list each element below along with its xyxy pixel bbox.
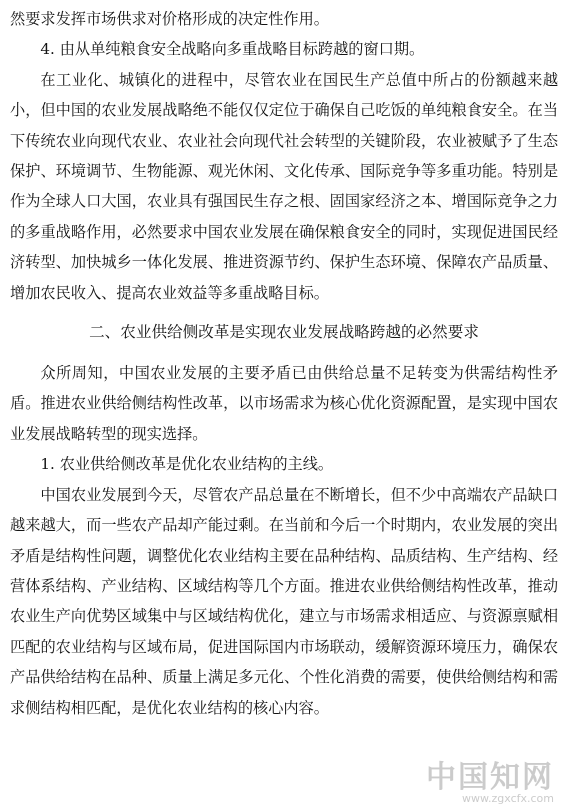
watermark: [426, 760, 554, 805]
subheading-1: 1. 农业供给侧改革是优化农业结构的主线。: [40, 455, 334, 474]
watermark-url: www.zgxcfx.com: [462, 792, 554, 805]
paragraph-structure: 中国农业发展到今天，尽管农产品总量在不断增长，但不少中高端农产品缺口越来越大，而一些农产品却产能过剩。在当前和今后一个时期内，农业发展的突出矛盾是结构性问题，调整优化农业结构主要在品种结构、品质结构、生产结构、经营体系结构、产业结构、区域结构等几个方面。推进农业供给侧结构性改革，推动农业生产向优势区域集中与区域结构优化，建立与市场需求相适应、与资源禀赋相匹配的农业结构与区域布局，促进国际国内市场联动，缓解资源环境压力，确保农产品供给结构在品种、质量上满足多元化、个性化消费的需要，使供给侧结构和需求侧结构相匹配，是优化农业结构的核心内容。: [10, 485, 558, 717]
paragraph-supply-demand: 众所周知，中国农业发展的主要矛盾已由供给总量不足转变为供需结构性矛盾。推进农业供给侧结构性改革，以市场需求为核心优化资源配置，是实现中国农业发展战略转型的现实选择。: [10, 364, 558, 443]
watermark-logo: 中国知网: [426, 760, 554, 795]
paragraph-continuation: 然要求发挥市场供求对价格形成的决定性作用。: [10, 10, 329, 28]
paragraph-multi-goal: 在工业化、城镇化的进程中，尽管农业在国民生产总值中所占的份额越来越小，但中国的农业发展战略绝不能仅仅定位于确保自己吃饭的单纯粮食安全。在当下传统农业向现代农业、农业社会向现代社会转型的关键阶段，农业被赋予了生态保护、环境调节、生物能源、观光休闲、文化传承、国际竞争等多重功能。特别是作为全球人口大国，农业具有强国民生存之根、固国家经济之本、增国际竞争之力的多重战略作用，必然要求中国农业发展在确保粮食安全的同时，实现促进国民经济转型、加快城乡一体化发展、推进资源节约、保护生态环境、保障农产品质量、增加农民收入、提高农业效益等多重战略目标。: [10, 70, 558, 302]
subheading-4: 4. 由从单纯粮食安全战略向多重战略目标跨越的窗口期。: [40, 40, 425, 59]
section-heading-2: 二、农业供给侧改革是实现农业发展战略跨越的必然要求: [89, 323, 479, 342]
